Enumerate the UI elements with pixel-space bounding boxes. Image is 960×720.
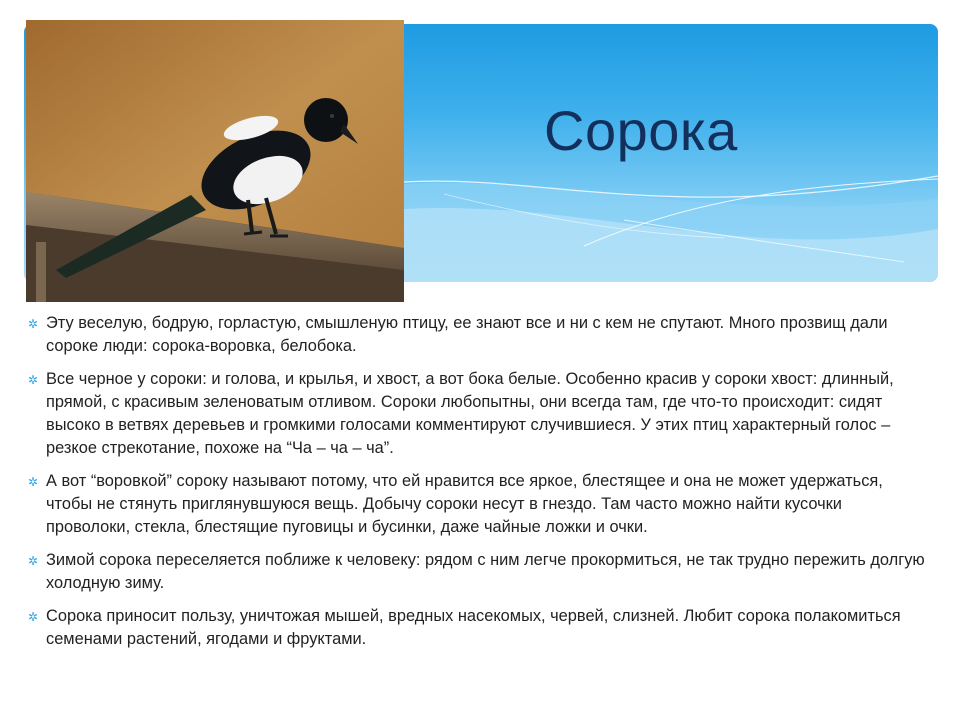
bullet-icon — [28, 555, 40, 567]
list-item — [28, 605, 928, 651]
svg-text:✲: ✲ — [28, 555, 39, 567]
slide-title: Сорока — [544, 99, 738, 162]
svg-text:✲: ✲ — [28, 476, 39, 488]
paragraph-text: Зимой сорока переселяется поближе к человеку: рядом с ним легче прокормиться, не так трудно пережить долгую холодную зиму. — [46, 551, 925, 592]
bullet-icon — [28, 476, 40, 488]
svg-text:✲: ✲ — [28, 611, 39, 623]
bullet-icon — [28, 611, 40, 623]
list-item — [28, 368, 928, 460]
paragraph-text: А вот “воровкой” сороку называют потому, что ей нравится все яркое, блестящее и она не может удержаться, чтобы не стянуть приглянувшуюся вещь. Добычу сороки несут в гнездо. Там часто можно найти кусочки проволоки, стекла, блестящие пуговицы и бусинки, даже чайные ложки и очки. — [46, 472, 883, 536]
svg-text:✲: ✲ — [28, 318, 39, 330]
list-item — [28, 312, 928, 358]
magpie-photo — [26, 20, 404, 302]
paragraph-text: Все черное у сороки: и голова, и крылья, и хвост, а вот бока белые. Особенно красив у сороки хвост: длинный, прямой, с красивым зеленоватым отливом. Сороки любопытны, они всегда там, где что-то происходит: сидят высоко в ветвях деревьев и громкими голосами комментируют случившиеся. У этих птиц характерный голос – резкое стрекотание, похоже на “Ча – ча – ча”. — [46, 370, 894, 457]
list-item — [28, 470, 928, 539]
text-content — [28, 312, 928, 661]
bullet-icon — [28, 318, 40, 330]
svg-text:✲: ✲ — [28, 374, 39, 386]
paragraph-text: Сорока приносит пользу, уничтожая мышей, вредных насекомых, червей, слизней. Любит сорока полакомиться семенами растений, ягодами и фруктами. — [46, 607, 901, 648]
list-item — [28, 549, 928, 595]
bullet-icon — [28, 374, 40, 386]
paragraph-text: Эту веселую, бодрую, горластую, смышленую птицу, ее знают все и ни с кем не спутают. Много прозвищ дали сороке люди: сорока-воровка, белобока. — [46, 314, 888, 355]
